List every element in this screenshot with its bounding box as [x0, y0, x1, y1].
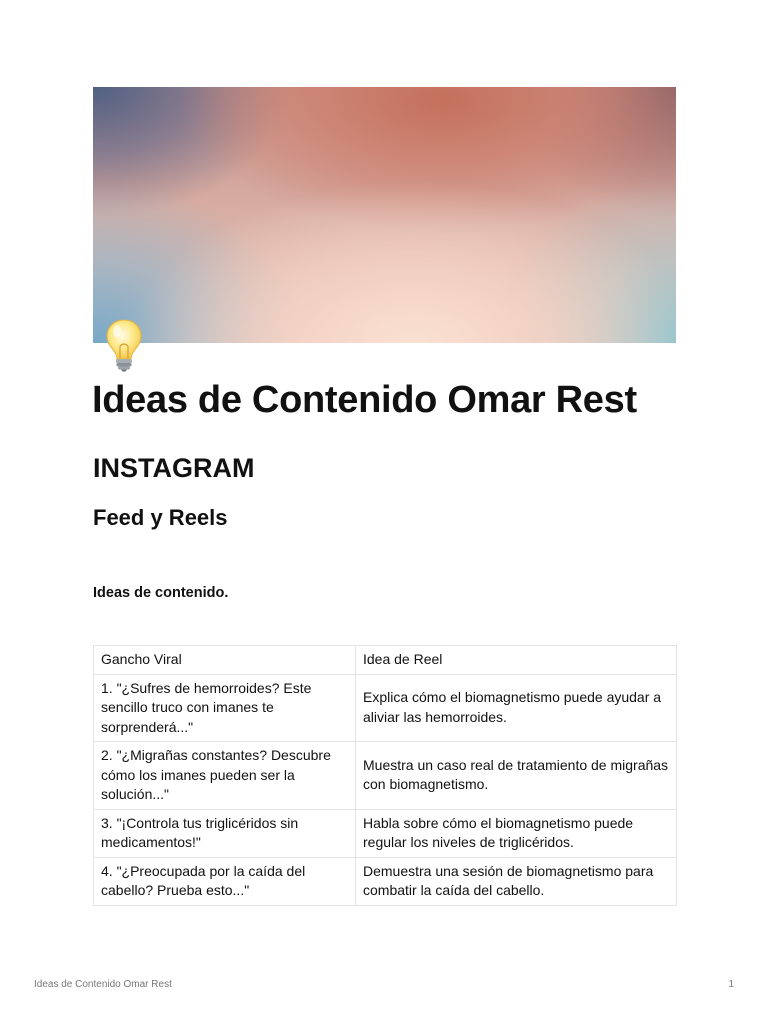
table-header-row	[94, 646, 677, 675]
table-cell-gancho: 3. "¡Controla tus triglicéridos sin medicamentos!"	[94, 809, 356, 857]
cover-image	[93, 87, 676, 343]
table-cell-gancho: 4. "¿Preocupada por la caída del cabello? Prueba esto..."	[94, 857, 356, 905]
intro-text: Ideas de contenido.	[93, 585, 229, 601]
heading-instagram: INSTAGRAM	[93, 453, 255, 483]
ideas-table	[93, 645, 677, 906]
table-cell-idea: Demuestra una sesión de biomagnetismo para combatir la caída del cabello.	[356, 857, 677, 905]
table-row	[94, 809, 677, 857]
column-header-gancho: Gancho Viral	[94, 646, 356, 675]
heading-feed-reels: Feed y Reels	[93, 505, 228, 530]
table-row	[94, 674, 677, 742]
page-title: Ideas de Contenido Omar Rest	[92, 379, 637, 421]
table-row	[94, 742, 677, 810]
column-header-idea: Idea de Reel	[356, 646, 677, 675]
table-cell-gancho: 1. "¿Sufres de hemorroides? Este sencillo truco con imanes te sorprenderá..."	[94, 674, 356, 742]
footer-page-number: 1	[728, 979, 734, 990]
table-cell-idea: Muestra un caso real de tratamiento de migrañas con biomagnetismo.	[356, 742, 677, 810]
table-cell-idea: Habla sobre cómo el biomagnetismo puede regular los niveles de triglicéridos.	[356, 809, 677, 857]
table-cell-gancho: 2. "¿Migrañas constantes? Descubre cómo los imanes pueden ser la solución..."	[94, 742, 356, 810]
light-bulb-icon	[102, 316, 146, 372]
footer-title: Ideas de Contenido Omar Rest	[34, 979, 172, 990]
table-row	[94, 857, 677, 905]
table-cell-idea: Explica cómo el biomagnetismo puede ayudar a aliviar las hemorroides.	[356, 674, 677, 742]
